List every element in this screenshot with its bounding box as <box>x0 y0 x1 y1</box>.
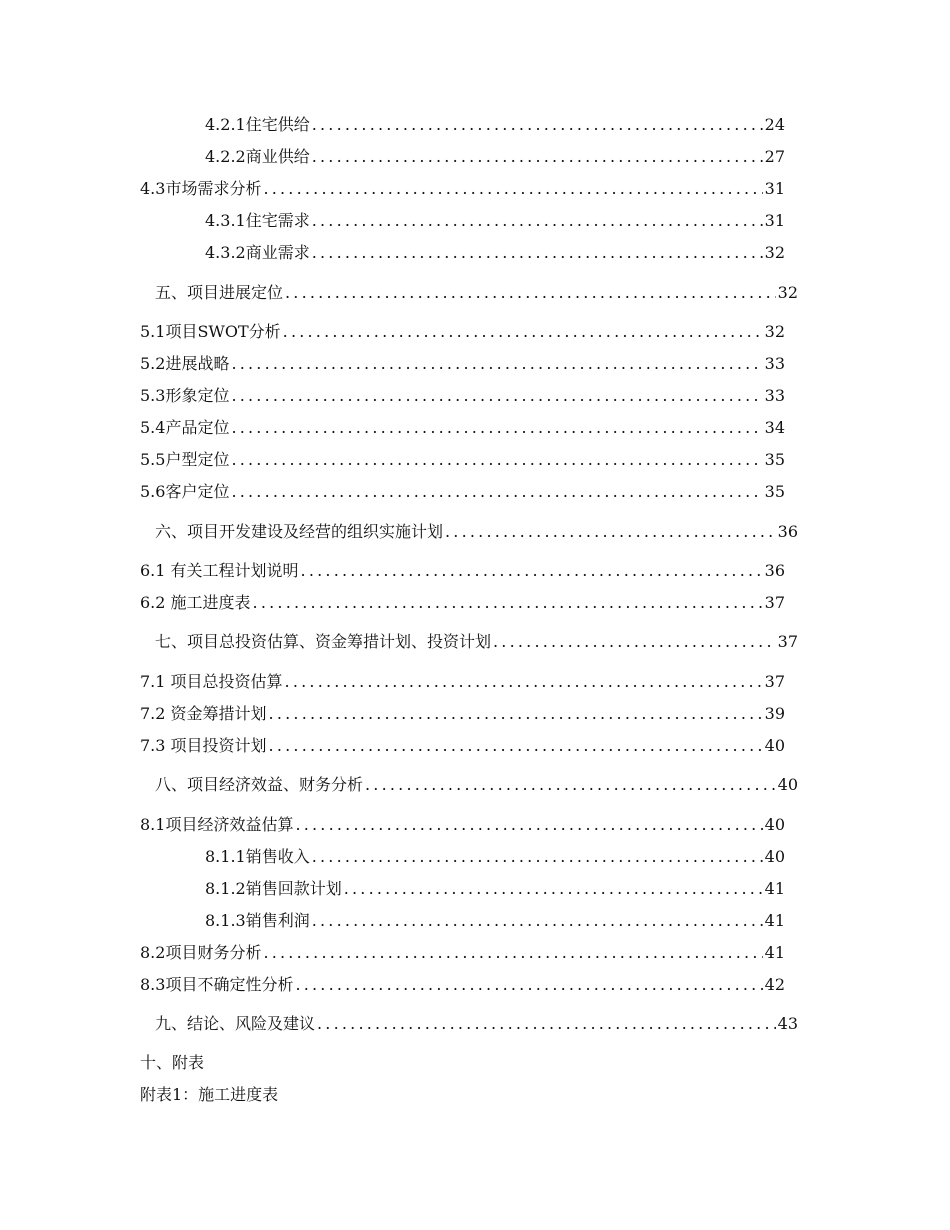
toc-dot-leader <box>301 560 763 582</box>
toc-entry-page: 39 <box>764 704 785 723</box>
toc-dot-leader <box>312 242 763 264</box>
toc-entry-page: 35 <box>764 482 785 501</box>
toc-entry-page: 41 <box>764 943 785 962</box>
toc-dot-leader <box>231 353 762 375</box>
toc-chapter-entry[interactable] <box>155 774 798 796</box>
toc-entry-page: 24 <box>764 115 785 134</box>
toc-entry[interactable] <box>205 146 785 168</box>
toc-entry-page: 33 <box>764 386 785 405</box>
toc-entry-page: 43 <box>777 1014 798 1033</box>
toc-chapter-entry[interactable] <box>155 631 798 653</box>
toc-entry[interactable] <box>140 942 785 964</box>
toc-dot-leader <box>285 671 763 693</box>
toc-entry-title: 七、项目总投资估算、资金筹措计划、投资计划 <box>155 632 492 651</box>
toc-entry-title: 6.2 施工进度表 <box>140 593 251 612</box>
toc-dot-leader <box>231 481 762 503</box>
toc-entry[interactable] <box>140 449 785 471</box>
toc-dot-leader <box>365 774 776 796</box>
toc-entry[interactable] <box>205 242 785 264</box>
toc-entry-page: 31 <box>764 211 785 230</box>
toc-entry[interactable] <box>205 114 785 136</box>
toc-entry-page: 32 <box>777 283 798 302</box>
toc-entry[interactable] <box>140 560 785 582</box>
toc-entry[interactable] <box>205 210 785 232</box>
toc-entry-page: 37 <box>764 593 785 612</box>
toc-dot-leader <box>344 878 763 900</box>
toc-entry-page: 36 <box>764 561 785 580</box>
toc-entry-page: 40 <box>764 847 785 866</box>
toc-dot-leader <box>263 178 762 200</box>
toc-entry-title: 4.3市场需求分析 <box>140 179 262 198</box>
toc-entry[interactable] <box>205 878 785 900</box>
toc-dot-leader <box>269 735 763 757</box>
toc-entry-title: 8.1.1销售收入 <box>205 847 310 866</box>
toc-dot-leader <box>312 846 763 868</box>
toc-entry-title: 4.3.1住宅需求 <box>205 211 310 230</box>
toc-entry-title: 7.1 项目总投资估算 <box>140 672 283 691</box>
toc-entry[interactable] <box>140 417 785 439</box>
toc-entry-title: 4.3.2商业需求 <box>205 243 310 262</box>
toc-entry[interactable] <box>140 703 785 725</box>
toc-chapter-entry[interactable] <box>155 521 798 543</box>
toc-dot-leader <box>295 974 762 996</box>
toc-entry-page: 32 <box>764 322 785 341</box>
toc-entry[interactable] <box>140 481 785 503</box>
toc-dot-leader <box>231 385 762 407</box>
appendix-item: 附表1：施工进度表 <box>140 1085 279 1104</box>
toc-dot-leader <box>269 703 763 725</box>
toc-entry[interactable] <box>140 353 785 375</box>
toc-entry-title: 5.3形象定位 <box>140 386 230 405</box>
toc-entry-page: 40 <box>777 775 798 794</box>
toc-entry-title: 5.2进展战略 <box>140 354 230 373</box>
toc-entry-title: 4.2.2商业供给 <box>205 147 310 166</box>
toc-entry-title: 5.6客户定位 <box>140 482 230 501</box>
toc-entry-title: 7.2 资金筹措计划 <box>140 704 267 723</box>
toc-entry[interactable] <box>205 910 785 932</box>
toc-entry-page: 41 <box>764 879 785 898</box>
toc-entry-page: 41 <box>764 911 785 930</box>
toc-dot-leader <box>493 631 776 653</box>
toc-entry-page: 32 <box>764 243 785 262</box>
toc-dot-leader <box>231 449 762 471</box>
toc-dot-leader <box>312 910 763 932</box>
toc-chapter-entry[interactable] <box>155 1013 798 1035</box>
toc-entry-page: 34 <box>764 418 785 437</box>
toc-entry[interactable] <box>140 178 785 200</box>
toc-entry-page: 42 <box>764 975 785 994</box>
toc-entry-title: 4.2.1住宅供给 <box>205 115 310 134</box>
toc-entry-title: 5.4产品定位 <box>140 418 230 437</box>
toc-dot-leader <box>263 942 762 964</box>
toc-dot-leader <box>312 114 763 136</box>
toc-entry-page: 31 <box>764 179 785 198</box>
toc-entry[interactable] <box>140 671 785 693</box>
toc-dot-leader <box>283 321 763 343</box>
toc-entry-title: 8.1.3销售利润 <box>205 911 310 930</box>
toc-entry[interactable] <box>140 321 785 343</box>
toc-entry-title: 8.2项目财务分析 <box>140 943 262 962</box>
toc-dot-leader <box>312 146 763 168</box>
toc-entry-page: 27 <box>764 147 785 166</box>
toc-dot-leader <box>445 521 776 543</box>
toc-dot-leader <box>295 814 762 836</box>
toc-entry-title: 六、项目开发建设及经营的组织实施计划 <box>155 522 444 541</box>
appendix-heading: 十、附表 <box>140 1053 205 1072</box>
toc-entry-page: 36 <box>777 522 798 541</box>
toc-entry-title: 五、项目进展定位 <box>155 283 284 302</box>
toc-entry-title: 5.1项目SWOT分析 <box>140 322 281 341</box>
toc-dot-leader <box>312 210 763 232</box>
toc-entry-title: 8.1.2销售回款计划 <box>205 879 342 898</box>
toc-entry-page: 35 <box>764 450 785 469</box>
toc-dot-leader <box>253 592 763 614</box>
toc-entry[interactable] <box>140 814 785 836</box>
toc-entry[interactable] <box>140 974 785 996</box>
toc-entry-page: 37 <box>777 632 798 651</box>
toc-entry-page: 33 <box>764 354 785 373</box>
toc-entry-title: 8.3项目不确定性分析 <box>140 975 294 994</box>
toc-entry-page: 40 <box>764 736 785 755</box>
toc-entry-page: 40 <box>764 815 785 834</box>
toc-dot-leader <box>231 417 762 439</box>
toc-entry[interactable] <box>140 592 785 614</box>
toc-dot-leader <box>285 282 776 304</box>
toc-entry-page: 37 <box>764 672 785 691</box>
toc-entry[interactable] <box>205 846 785 868</box>
toc-entry[interactable] <box>140 735 785 757</box>
toc-entry-title: 6.1 有关工程计划说明 <box>140 561 299 580</box>
toc-chapter-entry[interactable] <box>155 282 798 304</box>
toc-dot-leader <box>317 1013 776 1035</box>
toc-entry-title: 7.3 项目投资计划 <box>140 736 267 755</box>
toc-entry-title: 5.5户型定位 <box>140 450 230 469</box>
toc-entry[interactable] <box>140 385 785 407</box>
toc-entry-title: 八、项目经济效益、财务分析 <box>155 775 364 794</box>
toc-entry-title: 九、结论、风险及建议 <box>155 1014 316 1033</box>
toc-entry-title: 8.1项目经济效益估算 <box>140 815 294 834</box>
